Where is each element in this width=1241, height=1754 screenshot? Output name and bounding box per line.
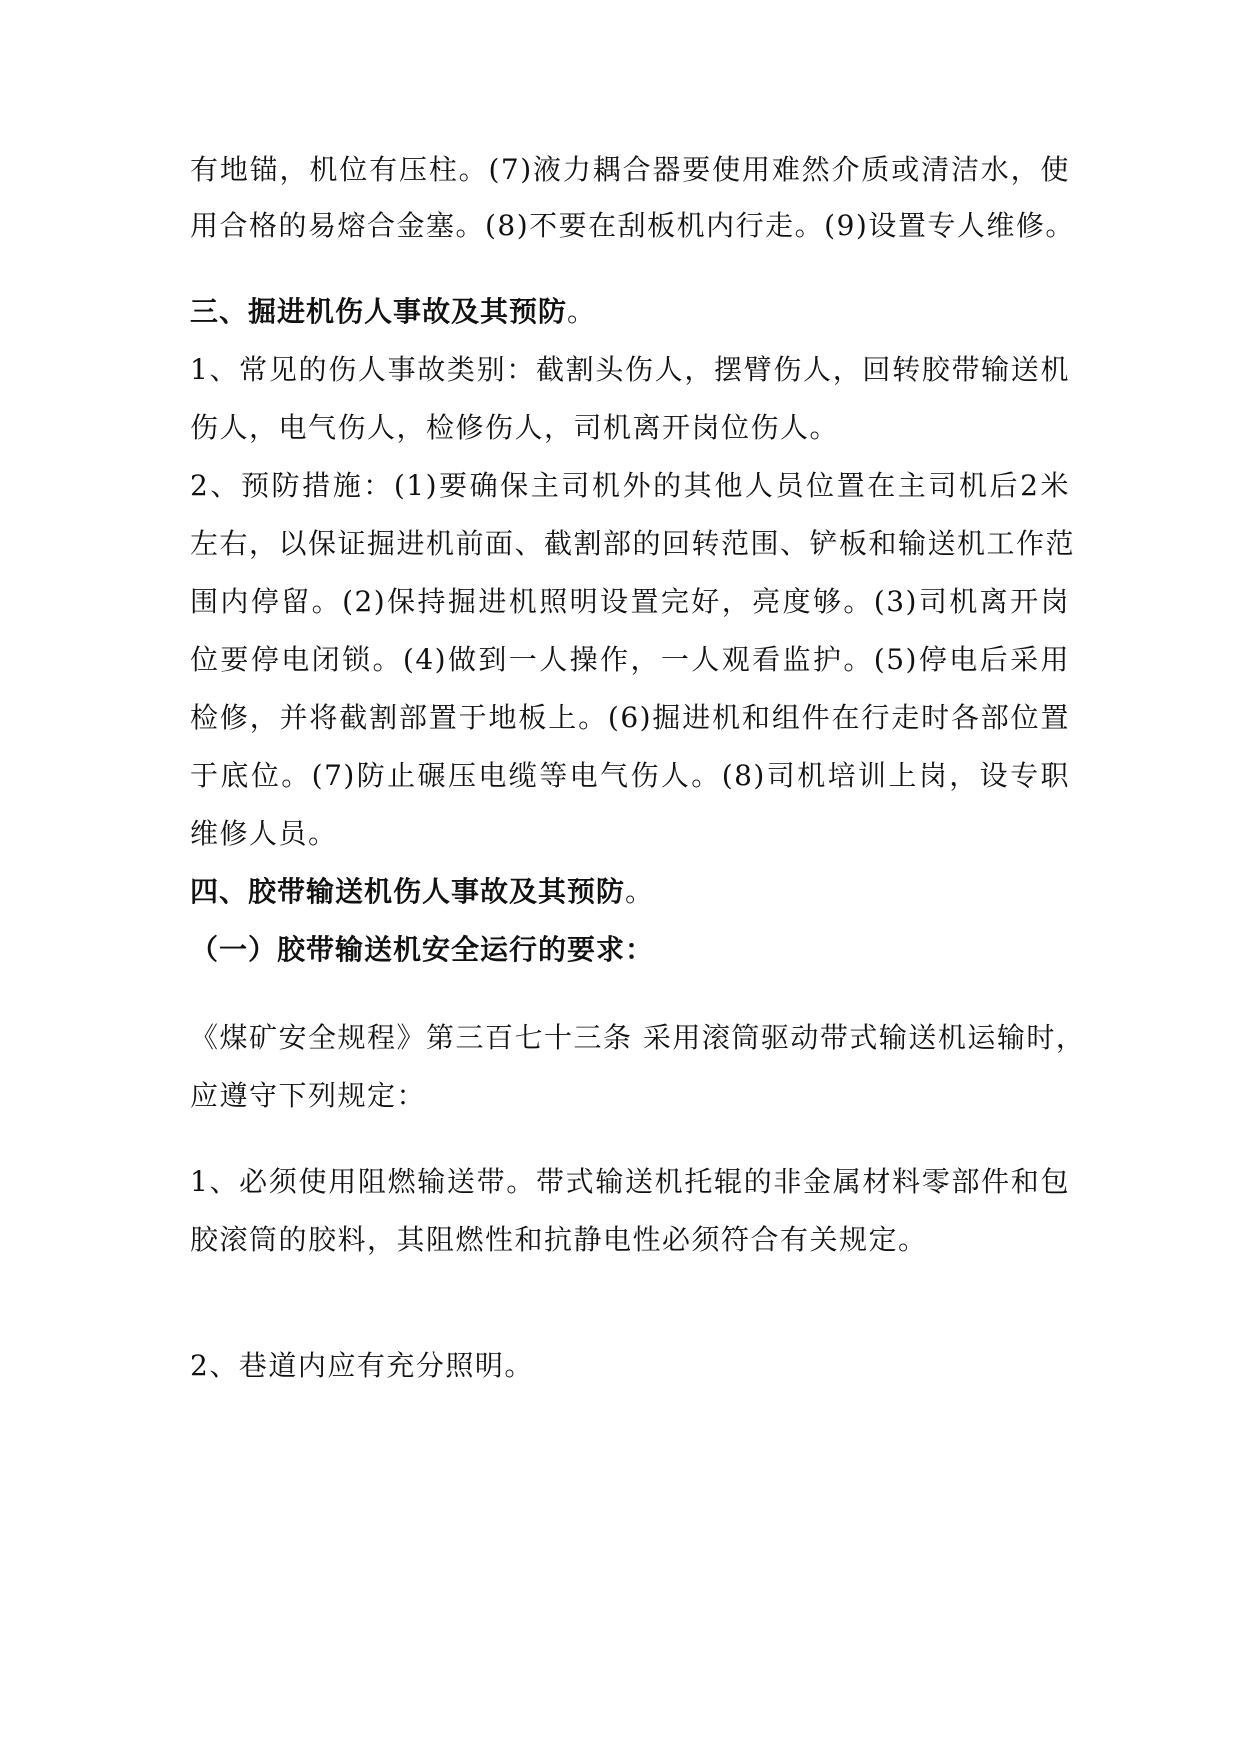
para1-line1: 有地锚，机位有压柱。(7)液力耦合器要使用难然介质或清洁水，使: [190, 153, 1070, 186]
section3-heading-text: 三、掘进机伤人事故及其预防: [190, 295, 568, 328]
rule1-line1: 1、必须使用阻燃输送带。带式输送机托辊的非金属材料零部件和包: [190, 1165, 1070, 1198]
section3-heading: [190, 292, 1070, 332]
section3-item2-line4: 位要停电闭锁。(4)做到一人操作，一人观看监护。(5)停电后采用: [190, 643, 1070, 676]
regulation-line1: 《煤矿安全规程》第三百七十三条 采用滚筒驱动带式输送机运输时，: [190, 1021, 1086, 1054]
section3-item2-line7: 维修人员。: [190, 817, 338, 850]
section3-heading-tail: 。: [567, 295, 597, 328]
section3-item1-line1: 1、常见的伤人事故类别：截割头伤人，摆臂伤人，回转胶带输送机: [190, 353, 1070, 386]
section4-heading-tail: 。: [625, 875, 655, 908]
section4-heading-text: 四、胶带输送机伤人事故及其预防: [190, 875, 626, 908]
section3-item2-line3: 围内停留。(2)保持掘进机照明设置完好，亮度够。(3)司机离开岗: [190, 585, 1070, 618]
section3-item1-line2: 伤人，电气伤人，检修伤人，司机离开岗位伤人。: [190, 411, 840, 444]
rule1-line2: 胶滚筒的胶料，其阻燃性和抗静电性必须符合有关规定。: [190, 1223, 928, 1256]
section3-item2-line2: 左右，以保证掘进机前面、截割部的回转范围、铲板和输送机工作范: [190, 527, 1076, 560]
section3-item2-line1: 2、预防措施：(1)要确保主司机外的其他人员位置在主司机后2米: [190, 469, 1070, 502]
section4-heading: [190, 872, 1070, 912]
section4-sub1-heading: （一）胶带输送机安全运行的要求：: [190, 933, 655, 966]
regulation-line2: 应遵守下列规定：: [190, 1079, 427, 1112]
section3-item2-line6: 于底位。(7)防止碾压电缆等电气伤人。(8)司机培训上岗，设专职: [190, 759, 1070, 792]
rule2-line1: 2、巷道内应有充分照明。: [190, 1349, 534, 1382]
para1-line2: 用合格的易熔合金塞。(8)不要在刮板机内行走。(9)设置专人维修。: [190, 209, 1075, 242]
section3-item2-line5: 检修，并将截割部置于地板上。(6)掘进机和组件在行走时各部位置: [190, 701, 1070, 734]
